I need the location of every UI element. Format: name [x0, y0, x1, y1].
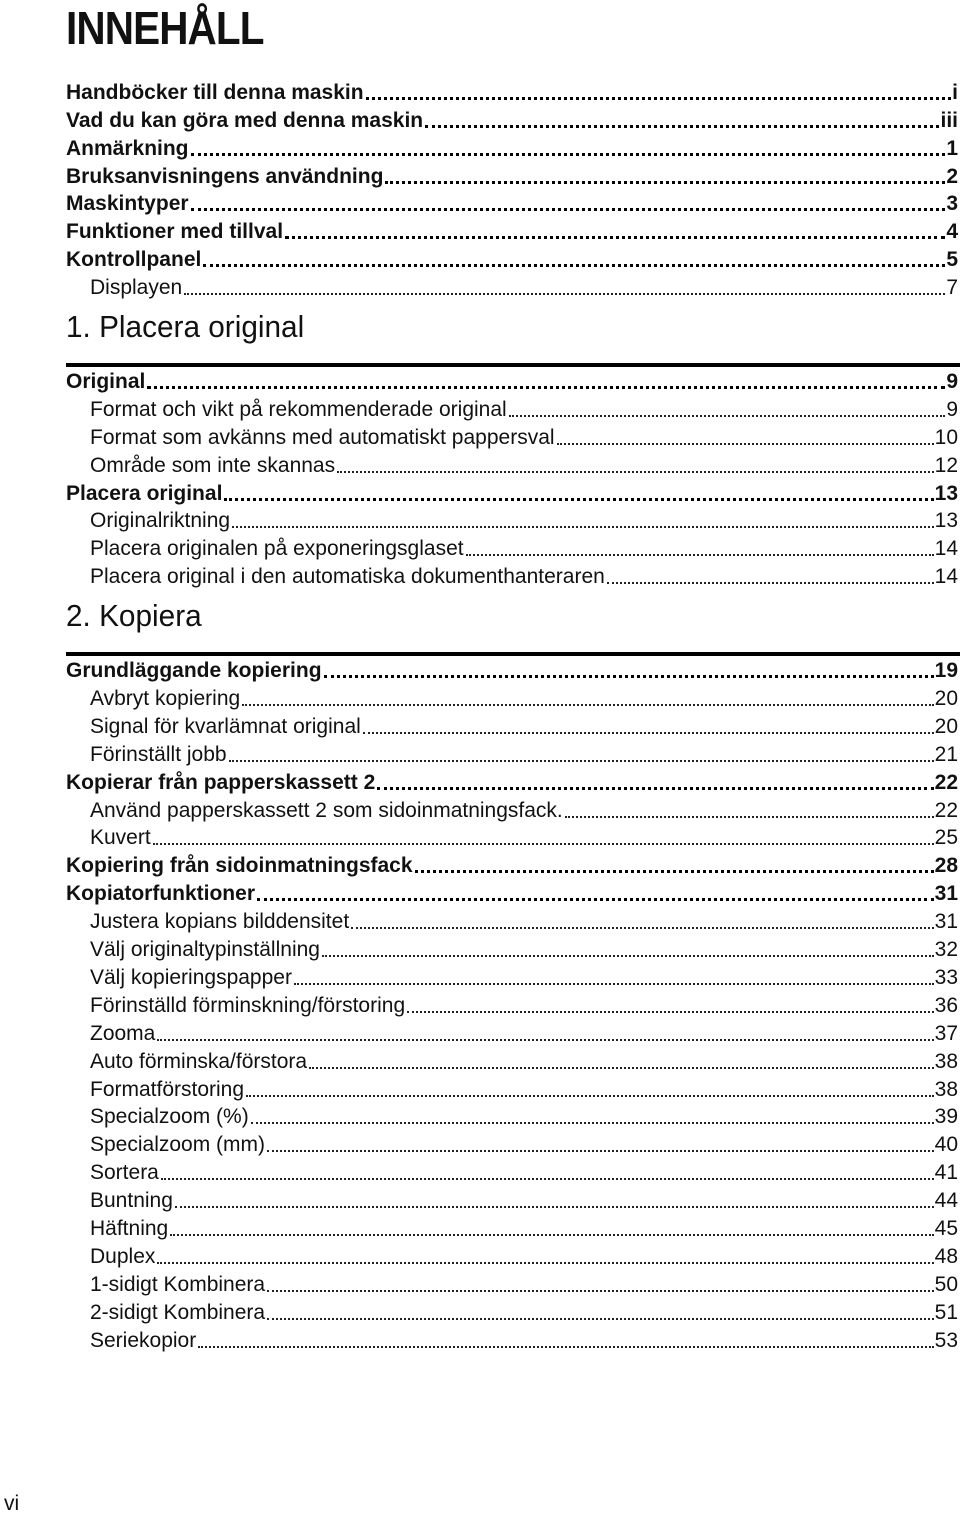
dot-leader — [153, 842, 934, 845]
toc-entry[interactable] — [66, 245, 958, 273]
toc-page-number: 12 — [934, 453, 958, 477]
toc-subentry[interactable] — [66, 796, 958, 824]
page-title: INNEHÅLL — [66, 2, 264, 54]
toc-subentry[interactable] — [66, 740, 958, 768]
toc-entry-title: 1-sidigt Kombinera — [90, 1272, 266, 1296]
toc-entry[interactable] — [66, 217, 958, 245]
toc-page-number: 44 — [934, 1189, 958, 1213]
toc-entry-title: Maskintyper — [66, 192, 189, 216]
toc-page-number: 41 — [934, 1161, 958, 1185]
page-number: vi — [4, 1492, 20, 1515]
toc-page-number: 45 — [934, 1216, 958, 1240]
toc-entry-title: Original — [66, 370, 146, 394]
dot-leader — [184, 292, 945, 295]
toc-entry-title: Zooma — [90, 1021, 156, 1045]
dot-leader — [407, 1010, 934, 1013]
toc-page-number: 51 — [934, 1300, 958, 1324]
toc-subentry[interactable] — [66, 1158, 958, 1186]
toc-page-number: 36 — [934, 993, 958, 1017]
toc-subentry[interactable] — [66, 907, 958, 935]
toc-subentry[interactable] — [66, 562, 958, 590]
dot-leader — [337, 470, 934, 473]
dot-leader — [309, 1066, 934, 1069]
chapter-title: 2. Kopiera — [66, 598, 202, 634]
chapter-title: 1. Placera original — [66, 309, 305, 345]
dot-leader — [161, 1177, 934, 1180]
toc-page-number: 9 — [946, 370, 958, 394]
toc-subentry[interactable] — [66, 1075, 958, 1103]
dot-leader — [257, 897, 934, 901]
toc-subentry[interactable] — [66, 1326, 958, 1354]
toc-entry-title: Vad du kan göra med denna maskin — [66, 108, 424, 132]
toc-subentry[interactable] — [66, 507, 958, 535]
toc-page-number: 37 — [934, 1021, 958, 1045]
dot-leader — [425, 124, 939, 128]
toc-entry-title: Duplex — [90, 1244, 156, 1268]
toc-entry[interactable] — [66, 479, 958, 507]
toc-subentry[interactable] — [66, 935, 958, 963]
toc-subentry[interactable] — [66, 963, 958, 991]
toc-entry[interactable] — [66, 879, 958, 907]
toc-page-number: 48 — [934, 1244, 958, 1268]
toc-entry-title: Kontrollpanel — [66, 248, 202, 272]
toc-entry-title: Välj kopieringspapper — [90, 965, 292, 989]
toc-entry[interactable] — [66, 190, 958, 218]
toc-entry-title: Använd papperskassett 2 som sidoinmatningsfack. — [90, 798, 563, 822]
dot-leader — [466, 553, 934, 556]
toc-page-number: 38 — [934, 1049, 958, 1073]
toc-page-number: 13 — [934, 509, 958, 533]
toc-page-number: 20 — [934, 687, 958, 711]
dot-leader — [191, 152, 946, 156]
toc-entry-title: Placera original — [66, 481, 223, 505]
toc-page-number: 9 — [946, 397, 958, 421]
toc-entry-title: Välj originaltypinställning — [90, 938, 320, 962]
dot-leader — [377, 786, 933, 790]
dot-leader — [157, 1038, 933, 1041]
toc-entry-title: Originalriktning — [90, 509, 231, 533]
dot-leader — [198, 1345, 933, 1348]
dot-leader — [147, 385, 945, 389]
toc-entry-title: Displayen — [90, 276, 183, 300]
toc-entry-title: Justera kopians bilddensitet — [90, 910, 350, 934]
toc-subentry[interactable] — [66, 1019, 958, 1047]
toc-page-number: 5 — [946, 248, 958, 272]
toc-subentry[interactable] — [66, 824, 958, 852]
toc-subentry[interactable] — [66, 991, 958, 1019]
toc-page-number: 20 — [934, 714, 958, 738]
toc-entry-title: Häftning — [90, 1216, 169, 1240]
toc-entry-title: Kuvert — [90, 826, 151, 850]
toc-entry-title: Signal för kvarlämnat original — [90, 714, 361, 738]
toc-page-number: 33 — [934, 965, 958, 989]
dot-leader — [242, 703, 933, 706]
dot-leader — [267, 1289, 934, 1292]
toc-subentry[interactable] — [66, 534, 958, 562]
dot-leader — [267, 1149, 934, 1152]
toc-entry[interactable] — [66, 768, 958, 796]
toc-entry[interactable] — [66, 106, 958, 134]
dot-leader — [232, 525, 934, 528]
chapter-heading — [66, 301, 960, 367]
toc-entry-title: Specialzoom (%) — [90, 1105, 249, 1129]
toc-subentry[interactable] — [66, 1047, 958, 1075]
toc-page-number: 14 — [934, 537, 958, 561]
toc-page-number: 31 — [934, 910, 958, 934]
toc-page-number: 53 — [934, 1328, 958, 1352]
toc-page-number: 13 — [934, 481, 958, 505]
chapter-heading — [66, 590, 960, 656]
toc-subentry[interactable] — [66, 1130, 958, 1158]
toc-entry-title: Format och vikt på rekommenderade original — [90, 397, 507, 421]
toc-entry-title: Kopiering från sidoinmatningsfack — [66, 854, 413, 878]
toc-entry[interactable] — [66, 656, 958, 684]
toc-entry-title: Seriekopior — [90, 1328, 197, 1352]
dot-leader — [203, 263, 945, 267]
toc-entry-title: Auto förminska/förstora — [90, 1049, 308, 1073]
toc-page-number: 14 — [934, 565, 958, 589]
toc-entry-title: 2-sidigt Kombinera — [90, 1300, 266, 1324]
toc-entry[interactable] — [66, 78, 958, 106]
dot-leader — [385, 180, 945, 184]
dot-leader — [607, 581, 934, 584]
toc-entry-title: Formatförstoring — [90, 1077, 245, 1101]
dot-leader — [191, 207, 946, 211]
toc-subentry[interactable] — [66, 1214, 958, 1242]
dot-leader — [557, 442, 934, 445]
toc-subentry[interactable] — [66, 395, 958, 423]
toc-page-number: 40 — [934, 1133, 958, 1157]
toc-entry-title: Kopierar från papperskassett 2 — [66, 770, 376, 794]
table-of-contents — [66, 78, 960, 1354]
toc-page-number: 1 — [946, 136, 958, 160]
dot-leader — [267, 1317, 934, 1320]
toc-entry-title: Buntning — [90, 1189, 173, 1213]
toc-entry[interactable] — [66, 851, 958, 879]
toc-subentry[interactable] — [66, 451, 958, 479]
toc-page-number: 50 — [934, 1272, 958, 1296]
dot-leader — [509, 414, 946, 417]
toc-entry-title: Sortera — [90, 1161, 159, 1185]
toc-entry[interactable] — [66, 367, 958, 395]
toc-entry-title: Anmärkning — [66, 136, 189, 160]
dot-leader — [415, 869, 934, 873]
dot-leader — [565, 815, 934, 818]
dot-leader — [175, 1205, 934, 1208]
toc-entry[interactable] — [66, 162, 958, 190]
toc-entry-title: Bruksanvisningens användning — [66, 164, 384, 188]
toc-subentry[interactable] — [66, 1186, 958, 1214]
toc-page-number: 22 — [934, 770, 958, 794]
toc-page-number: 39 — [934, 1105, 958, 1129]
toc-page-number: 32 — [934, 938, 958, 962]
toc-entry-title: Avbryt kopiering — [90, 687, 241, 711]
toc-entry-title: Funktioner med tillval — [66, 220, 284, 244]
dot-leader — [246, 1094, 934, 1097]
toc-page-number: 31 — [934, 882, 958, 906]
toc-subentry[interactable] — [66, 1298, 958, 1326]
toc-entry-title: Område som inte skannas — [90, 453, 336, 477]
toc-subentry[interactable] — [66, 1103, 958, 1131]
toc-entry-title: Format som avkänns med automatiskt pappersval — [90, 425, 555, 449]
toc-entry-title: Kopiatorfunktioner — [66, 882, 255, 906]
toc-subentry[interactable] — [66, 273, 958, 301]
dot-leader — [366, 96, 952, 100]
dot-leader — [285, 235, 945, 239]
toc-entry-title: Placera original i den automatiska dokumenthanteraren — [90, 565, 605, 589]
toc-entry-title: Förinställd förminskning/förstoring — [90, 993, 406, 1017]
toc-subentry[interactable] — [66, 712, 958, 740]
dot-leader — [363, 731, 934, 734]
dot-leader — [294, 982, 934, 985]
toc-page-number: 25 — [934, 826, 958, 850]
toc-page-number: 22 — [934, 798, 958, 822]
toc-page-number: 21 — [934, 742, 958, 766]
toc-page-number: i — [952, 80, 958, 104]
dot-leader — [170, 1233, 933, 1236]
toc-page-number: iii — [940, 108, 958, 132]
toc-entry[interactable] — [66, 134, 958, 162]
toc-entry-title: Specialzoom (mm) — [90, 1133, 266, 1157]
toc-page-number: 10 — [934, 425, 958, 449]
dot-leader — [157, 1261, 933, 1264]
toc-subentry[interactable] — [66, 1270, 958, 1298]
dot-leader — [251, 1121, 934, 1124]
toc-entry-title: Förinställt jobb — [90, 742, 227, 766]
toc-subentry[interactable] — [66, 1242, 958, 1270]
toc-page-number: 7 — [946, 276, 958, 300]
toc-entry-title: Handböcker till denna maskin — [66, 80, 364, 104]
toc-entry-title: Placera originalen på exponeringsglaset — [90, 537, 464, 561]
dot-leader — [229, 759, 934, 762]
toc-page-number: 28 — [934, 854, 958, 878]
dot-leader — [322, 954, 934, 957]
toc-subentry[interactable] — [66, 684, 958, 712]
toc-entry-title: Grundläggande kopiering — [66, 659, 322, 683]
dot-leader — [351, 926, 933, 929]
toc-page-number: 4 — [946, 220, 958, 244]
toc-subentry[interactable] — [66, 423, 958, 451]
toc-page-number: 2 — [946, 164, 958, 188]
dot-leader — [324, 674, 934, 678]
toc-page-number: 3 — [946, 192, 958, 216]
dot-leader — [224, 497, 933, 501]
toc-page-number: 19 — [934, 659, 958, 683]
toc-page-number: 38 — [934, 1077, 958, 1101]
